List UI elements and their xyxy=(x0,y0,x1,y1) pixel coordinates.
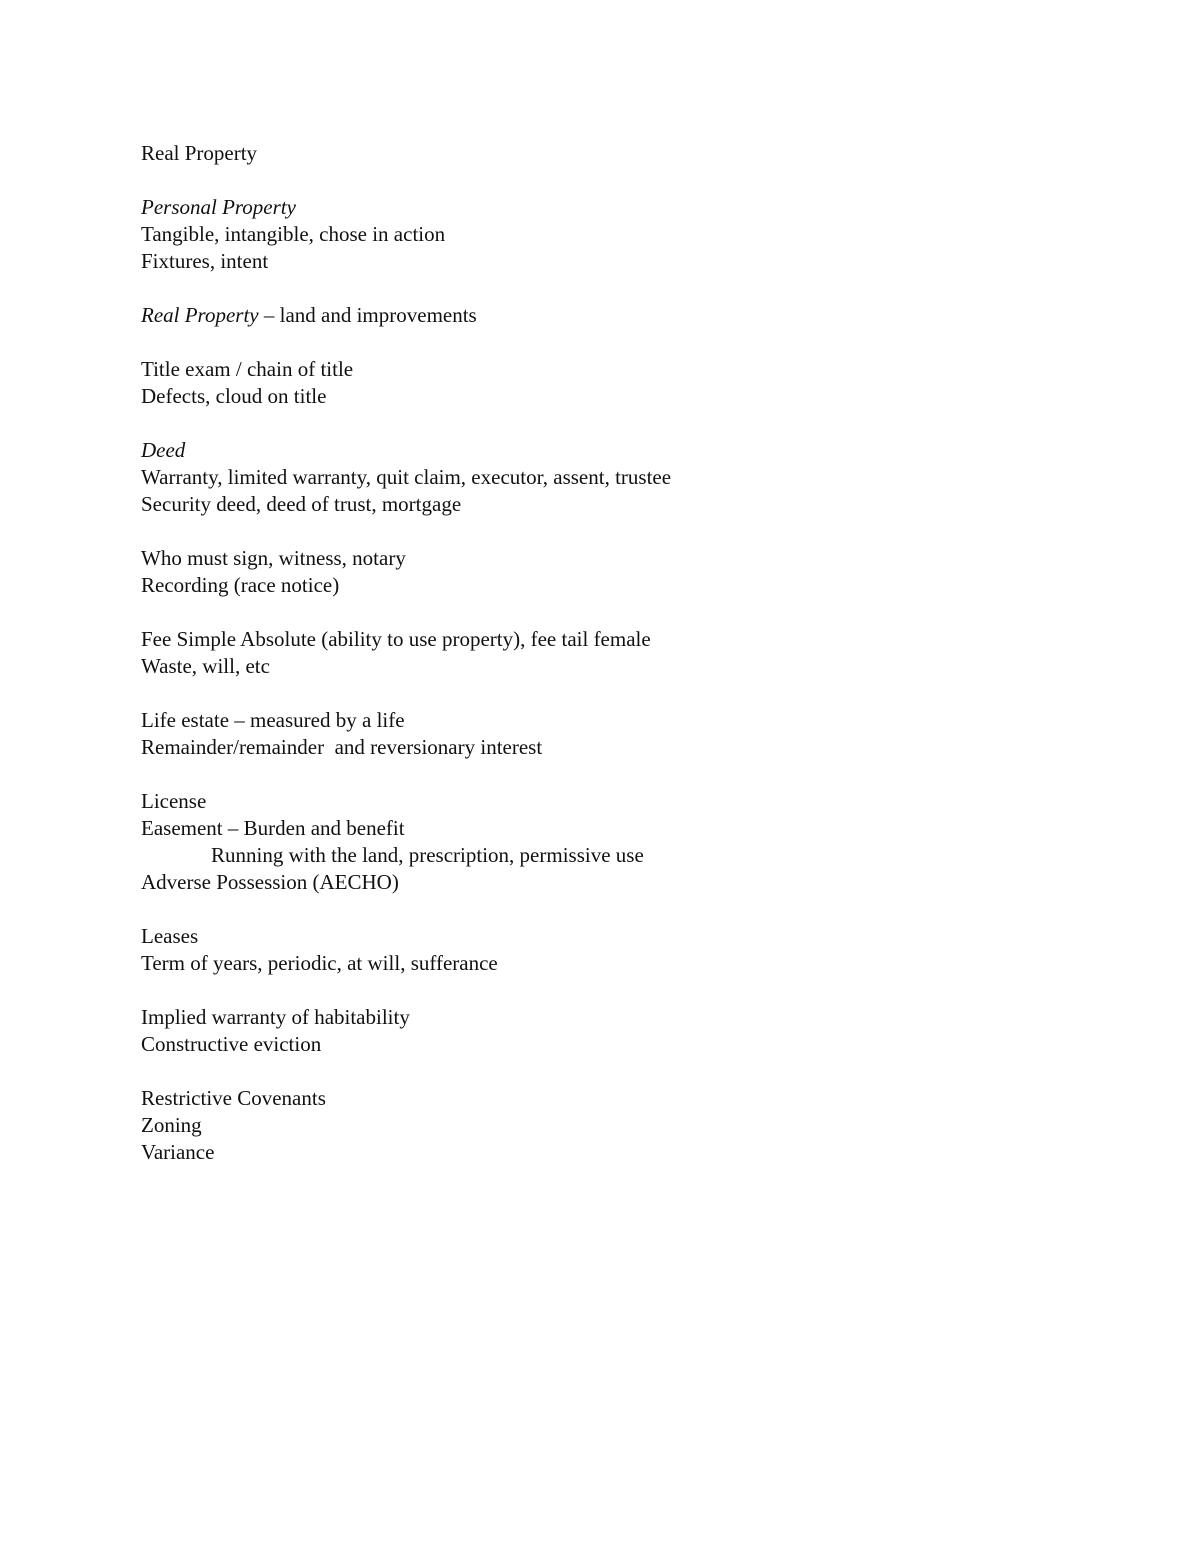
habitability-line: Constructive eviction xyxy=(141,1032,322,1056)
real-property-line xyxy=(141,302,1041,329)
spacer xyxy=(141,680,1041,707)
real-property-heading: Real Property xyxy=(141,303,259,327)
document-body xyxy=(141,140,1041,1166)
signing-line: Who must sign, witness, notary xyxy=(141,546,406,570)
spacer xyxy=(141,167,1041,194)
deed-heading: Deed xyxy=(141,438,186,462)
spacer xyxy=(141,1058,1041,1085)
fee-line: Waste, will, etc xyxy=(141,654,270,678)
easement-detail-line: Running with the land, prescription, permissive use xyxy=(211,843,644,867)
deed-line: Security deed, deed of trust, mortgage xyxy=(141,492,462,516)
spacer xyxy=(141,518,1041,545)
signing-line: Recording (race notice) xyxy=(141,573,340,597)
adverse-possession-line: Adverse Possession (AECHO) xyxy=(141,870,399,894)
life-estate-line: Life estate – measured by a life xyxy=(141,708,405,732)
document-title: Real Property xyxy=(141,141,258,165)
personal-property-heading: Personal Property xyxy=(141,195,296,219)
title-exam-line: Title exam / chain of title xyxy=(141,357,354,381)
deed-line: Warranty, limited warranty, quit claim, executor, assent, trustee xyxy=(141,465,672,489)
spacer xyxy=(141,599,1041,626)
covenants-line: Restrictive Covenants xyxy=(141,1086,326,1110)
spacer xyxy=(141,977,1041,1004)
personal-property-line: Tangible, intangible, chose in action xyxy=(141,222,446,246)
easement-line: Easement – Burden and benefit xyxy=(141,816,405,840)
spacer xyxy=(141,329,1041,356)
covenants-line: Variance xyxy=(141,1140,215,1164)
spacer xyxy=(141,896,1041,923)
fee-line: Fee Simple Absolute (ability to use property), fee tail female xyxy=(141,627,651,651)
covenants-line: Zoning xyxy=(141,1113,202,1137)
personal-property-line: Fixtures, intent xyxy=(141,249,269,273)
spacer xyxy=(141,761,1041,788)
license-line: License xyxy=(141,789,207,813)
leases-line: Term of years, periodic, at will, sufferance xyxy=(141,951,498,975)
leases-line: Leases xyxy=(141,924,199,948)
spacer xyxy=(141,275,1041,302)
title-exam-line: Defects, cloud on title xyxy=(141,384,327,408)
spacer xyxy=(141,410,1041,437)
habitability-line: Implied warranty of habitability xyxy=(141,1005,410,1029)
life-estate-line: Remainder/remainder and reversionary interest xyxy=(141,735,543,759)
real-property-definition: – land and improvements xyxy=(258,303,477,327)
